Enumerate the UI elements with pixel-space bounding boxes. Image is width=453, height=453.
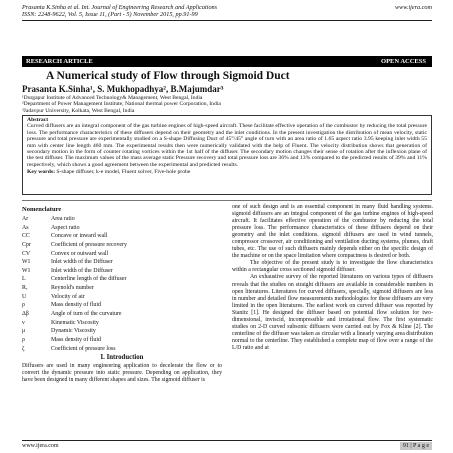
nomenclature-row: [22, 250, 222, 259]
abstract-divider: [22, 200, 432, 201]
right-column: [232, 204, 433, 352]
author-list: Prasanta K.Sinha¹, S. Mukhopadhya², B.Majumdar³: [22, 84, 224, 94]
keywords-label: Key words:: [27, 169, 55, 176]
footer-divider: [22, 440, 432, 441]
nomenclature-row: [22, 215, 222, 224]
nomenclature-table: [22, 215, 222, 353]
nomenclature-symbol: W1: [22, 259, 31, 266]
nomenclature-symbol: μ: [22, 328, 26, 335]
nomenclature-row: [22, 275, 222, 284]
nomenclature-symbol: CV: [22, 250, 31, 257]
affiliation-1: ¹Durgapur Institute of Advanced Technology& Management, West Bengal, India: [22, 95, 203, 101]
nomenclature-description: Coefficient of pressure recovery: [51, 241, 127, 248]
nomenclature-row: [22, 336, 222, 345]
nomenclature-row: [22, 232, 222, 241]
citation-line-2: ISSN: 2248-9622, Vol. 5, Issue 11, (Part - 5) November 2015, pp.91-99: [22, 11, 198, 19]
nomenclature-symbol: ρ: [22, 302, 25, 309]
keywords-line: [27, 169, 427, 175]
nomenclature-symbol: Rₑ: [22, 285, 28, 292]
nomenclature-description: Angle of turn of the curvature: [51, 311, 122, 318]
footer-website-link[interactable]: www.ijera.com: [22, 443, 59, 449]
nomenclature-symbol: ν: [22, 319, 25, 326]
nomenclature-description: Mass density of fluid: [51, 302, 101, 309]
article-type-band: [22, 56, 432, 67]
page-footer: [22, 442, 432, 450]
nomenclature-symbol: L: [22, 276, 26, 283]
research-article-label: RESEARCH ARTICLE: [26, 58, 93, 65]
nomenclature-row: [22, 293, 222, 302]
paper-title: A Numerical study of Flow through Sigmoid Duct: [46, 70, 290, 82]
body-paragraph: one of such design and is an essential component in many fluid handling systems. sigmoid diffusers are an integral component of the gas turbine engines of high-speed aircraft. It facilitates effective operation of the combustor by reducing the total pressure loss. The performance characteristics of these diffusers depend on their geometry and the inlet conditions. sigmoid diffusers are used in wind tunnels, compressor crossover, air conditioning and ventilation ducting systems, plumes, draft tubes, etc. The use of such diffusers mainly depends either on the specific design of the machine or on the space limitation where compactness is desired or both.: [232, 204, 433, 260]
abstract-heading: Abstract: [27, 117, 49, 123]
nomenclature-heading: Nomenclature: [22, 206, 62, 213]
introduction-heading: I. Introduction: [100, 354, 144, 362]
nomenclature-row: [22, 284, 222, 293]
left-column: [22, 206, 222, 383]
open-access-label: OPEN ACCESS: [381, 58, 426, 65]
nomenclature-description: Reynold's number: [51, 285, 94, 292]
header-website-link[interactable]: www.ijera.com: [394, 4, 432, 11]
nomenclature-description: Area ratio: [51, 216, 75, 222]
nomenclature-description: Convex or outward wall: [51, 250, 109, 257]
nomenclature-description: Kinematic Viscosity: [51, 319, 99, 326]
introduction-text: Diffusers are used in many engineering application to decelerate the flow or to convert the dynamic pressure into static pressure. Depending on application, they have been designed in many different shapes and sizes. The sigmoid diffuser is: [22, 363, 222, 383]
nomenclature-symbol: W1: [22, 267, 31, 274]
nomenclature-row: [22, 345, 222, 354]
nomenclature-row: [22, 301, 222, 310]
nomenclature-row: [22, 267, 222, 276]
nomenclature-symbol: ρ: [22, 336, 25, 343]
header-divider: [22, 20, 432, 21]
nomenclature-symbol: As: [22, 224, 29, 231]
nomenclature-description: Centerline length of the diffuser: [51, 276, 127, 283]
nomenclature-description: Velocity of air: [51, 293, 85, 300]
nomenclature-description: Inlet width of the Diffuser: [51, 267, 113, 274]
nomenclature-symbol: Cpr: [22, 241, 31, 248]
nomenclature-row: [22, 319, 222, 328]
abstract-box: [22, 115, 432, 195]
nomenclature-symbol: ζ: [22, 345, 25, 352]
body-paragraph: The objective of the present study is to investigate the flow characteristics within a rectangular cross sectioned sigmoid diffuser.: [232, 260, 433, 274]
nomenclature-row: [22, 258, 222, 267]
nomenclature-description: Inlet width of the Diffuser: [51, 259, 113, 266]
affiliations: [22, 95, 221, 114]
nomenclature-row: [22, 310, 222, 319]
affiliation-2: ²Department of Power Management Institute, National thermal power Corporation, India: [22, 101, 221, 108]
nomenclature-description: Concave or inward wall: [51, 233, 108, 240]
nomenclature-symbol: U: [22, 293, 27, 300]
nomenclature-row: [22, 241, 222, 250]
nomenclature-description: Dynamic Viscosity: [51, 328, 96, 335]
page-number: 91 | P a g e: [400, 442, 432, 450]
nomenclature-description: Aspect ratio: [51, 224, 80, 231]
abstract-text: Curved diffusers are an integral component of the gas turbine engines of high-speed aircraft. These facilitate effective operation of the combustor by reducing the total pressure loss. The performance characteristics of these diffusers depend on their geometry and the inlet conditions. In the present investigation the distribution of mean velocity, static pressure and total pressure are experimentally studied on a S-shape Diffusing Duct of 45°/45° angle of turn with an area ratio of 1.65 aspect ratio 3.95 keeping inlet width 55 mm with center line length 460 mm. The experimental results then were numerically validated with the help of Fluent. The velocity distribution shows that generation of secondary motion in the form of counter rotating vortices within the 1st half of the diffuser. The secondary motion changes their sense of rotation after the inflexion plane of the test diffuser. The maximum values of the mass average static Pressure recovery and total pressure loss are 36% and 13% compared to the predicted results of 39% and 11% respectively, which shows a good agreement between the experimental and predicted results.: [27, 123, 427, 168]
nomenclature-symbol: CC: [22, 233, 30, 240]
affiliation-3: ³Jadavpur University, Kolkata, West Bengal, India: [22, 107, 135, 114]
nomenclature-row: [22, 327, 222, 336]
nomenclature-symbol: Ar: [22, 216, 29, 222]
keywords-text: S-shape diffuser, k-e model, Fluent solver, Five-hole probe: [56, 169, 191, 176]
running-header: [22, 4, 432, 19]
nomenclature-description: Mass density of fluid: [51, 336, 101, 343]
nomenclature-row: [22, 224, 222, 233]
citation-line-1: Prasanta K.Sinha et al. Int. Journal of Engineering Research and Applications: [22, 4, 218, 11]
nomenclature-description: Coefficient of pressure loss: [51, 345, 116, 352]
nomenclature-symbol: Δβ: [22, 311, 29, 318]
body-paragraph: An exhaustive survey of the reported literatures on various types of diffusers reveals that the studies on straight diffusers are available in considerable numbers in open literatures. Literatures for curved diffusers, specially, sigmoid diffusers are less in number and detailed flow measurements methodologies for these diffusers are very limited in the open literatures. The earliest work on curved diffuser was reported by Stanitz [1]. He designed the diffuser based on potential flow solution for two-dimensional, inviscid, incompressible and irrotational flow. The first systematic studies on 2-D curved subsonic diffusers were carried out by Fox & Kline [2]. The centerline of the diffuser was taken as circular with a linearly varying area distribution normal to the centerline. They established a complete map of flow over a range of the L/D ratio and at: [232, 274, 433, 351]
